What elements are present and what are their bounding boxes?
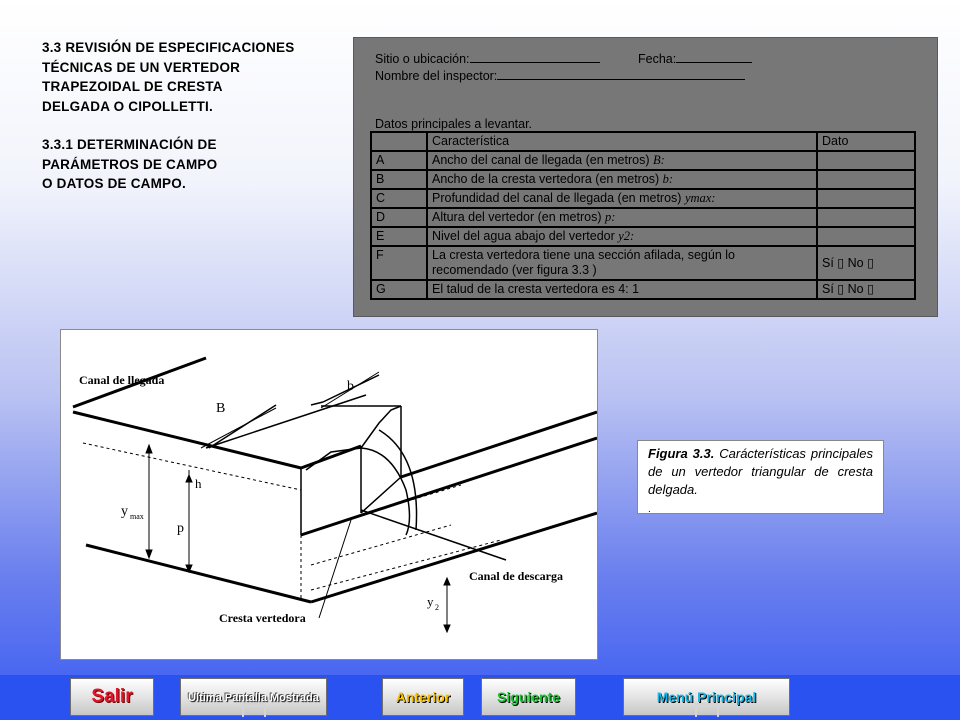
label-y2-sub: 2 xyxy=(435,603,439,612)
row-key: F xyxy=(371,246,427,280)
table-row xyxy=(371,189,915,208)
row-value[interactable] xyxy=(817,170,915,189)
menu-principal-button[interactable] xyxy=(623,678,790,716)
site-field xyxy=(375,50,600,66)
home-icon xyxy=(242,703,266,717)
row-text: Nivel del agua abajo del vertedor y2: xyxy=(427,227,817,246)
table-row xyxy=(371,246,915,280)
caption-text: Carácterísticas principales de un vertedor triangular de cresta delgada. xyxy=(648,446,873,497)
table-row xyxy=(371,208,915,227)
weir-diagram xyxy=(60,329,598,660)
label-ymax-sub: max xyxy=(130,512,144,521)
salir-button[interactable] xyxy=(70,678,154,716)
caption-extra: . xyxy=(648,504,651,515)
row-value-yes-no[interactable]: Sí ▯ No ▯ xyxy=(817,246,915,280)
inspector-blank[interactable] xyxy=(497,67,745,80)
row-key: E xyxy=(371,227,427,246)
row-text: Altura del vertedor (en metros) p: xyxy=(427,208,817,227)
section-heading xyxy=(42,38,347,194)
table-row xyxy=(371,227,915,246)
row-key: D xyxy=(371,208,427,227)
site-blank[interactable] xyxy=(470,50,600,63)
table-row xyxy=(371,170,915,189)
label-ymax: y xyxy=(121,504,128,519)
label-b: b xyxy=(347,379,354,394)
siguiente-label: Siguiente xyxy=(496,689,560,705)
label-y2: y xyxy=(427,594,434,609)
weir-drawing xyxy=(61,330,597,659)
menu-principal-label: Menú Principal xyxy=(656,689,757,705)
row-value[interactable] xyxy=(817,208,915,227)
row-key: A xyxy=(371,151,427,170)
inspector-label: Nombre del inspector: xyxy=(375,69,498,83)
title-line-1: 3.3 REVISIÓN DE ESPECIFICACIONES xyxy=(42,40,295,55)
row-text: La cresta vertedora tiene una sección afilada, según lo recomendado (ver figura 3.3 ) xyxy=(427,246,817,280)
figure-caption xyxy=(637,440,884,514)
date-blank[interactable] xyxy=(676,50,752,63)
last-screen-button[interactable] xyxy=(180,678,327,716)
date-field xyxy=(638,50,752,66)
salir-label: Salir xyxy=(91,686,133,707)
subtitle-line-3: O DATOS DE CAMPO. xyxy=(42,176,186,191)
row-value-yes-no[interactable]: Sí ▯ No ▯ xyxy=(817,280,915,299)
anterior-button[interactable] xyxy=(382,678,464,716)
row-key: C xyxy=(371,189,427,208)
table-row xyxy=(371,151,915,170)
last-screen-label: Ultima Pantalla Mostrada xyxy=(188,692,319,704)
row-text: Ancho de la cresta vertedora (en metros) b: xyxy=(427,170,817,189)
header-characteristic: Característica xyxy=(427,132,817,151)
title-line-3: TRAPEZOIDAL DE CRESTA xyxy=(42,79,223,94)
site-label: Sitio o ubicación: xyxy=(375,52,470,66)
table-row xyxy=(371,280,915,299)
header-value: Dato xyxy=(817,132,915,151)
header-key xyxy=(371,132,427,151)
field-data-form xyxy=(353,37,938,317)
anterior-label: Anterior xyxy=(395,689,451,705)
label-canal-llegada: Canal de llegada xyxy=(79,373,165,387)
row-key: G xyxy=(371,280,427,299)
row-text: Profundidad del canal de llegada (en metros) ymax: xyxy=(427,189,817,208)
subtitle-line-1: 3.3.1 DETERMINACIÓN DE xyxy=(42,137,217,152)
specs-table xyxy=(370,131,916,300)
section-label: Datos principales a levantar. xyxy=(375,117,533,131)
caption-label: Figura 3.3. xyxy=(648,446,715,461)
table-header xyxy=(371,132,915,151)
title-line-2: TÉCNICAS DE UN VERTEDOR xyxy=(42,59,241,75)
row-value[interactable] xyxy=(817,189,915,208)
row-value[interactable] xyxy=(817,227,915,246)
label-cresta: Cresta vertedora xyxy=(219,611,306,625)
row-key: B xyxy=(371,170,427,189)
row-value[interactable] xyxy=(817,151,915,170)
inspector-field xyxy=(375,67,745,83)
row-text: Ancho del canal de llegada (en metros) B: xyxy=(427,151,817,170)
label-B: B xyxy=(216,401,226,416)
siguiente-button[interactable] xyxy=(481,678,576,716)
label-p: p xyxy=(177,521,184,536)
date-label: Fecha: xyxy=(638,52,677,66)
row-text: El talud de la cresta vertedora es 4: 1 xyxy=(427,280,817,299)
home-icon xyxy=(695,703,719,717)
nav-bar xyxy=(0,675,960,720)
title-line-4: DELGADA O CIPOLLETTI. xyxy=(42,98,213,114)
label-canal-descarga: Canal de descarga xyxy=(469,569,563,583)
label-h: h xyxy=(195,476,202,491)
subtitle-line-2: PARÁMETROS DE CAMPO xyxy=(42,156,218,172)
